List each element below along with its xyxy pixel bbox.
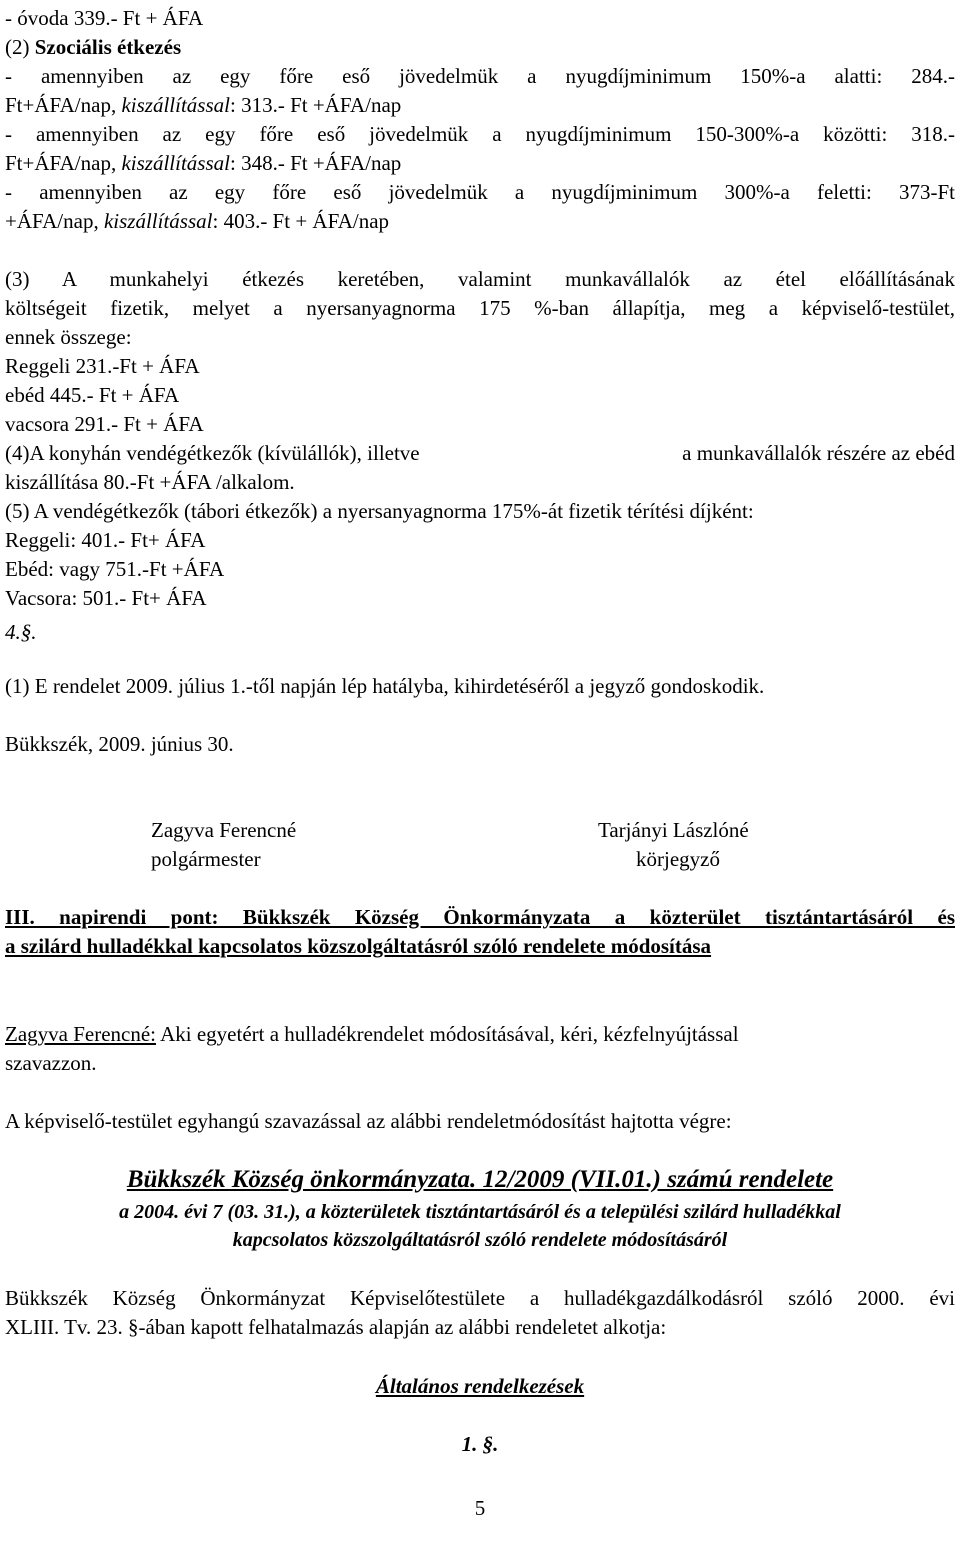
text-line: költségeit fizetik, melyet a nyersanyagnorma 175 %-ban állapítja, meg a képviselő-testület, (5, 296, 955, 320)
signatory-name-right: Tarjányi Lászlóné (598, 818, 749, 842)
text-line (5, 1020, 739, 1049)
text-line: Reggeli 231.-Ft + ÁFA (5, 354, 200, 378)
text-line: szavazzon. (5, 1051, 97, 1075)
text-line: - amennyiben az egy főre eső jövedelmük a nyugdíjminimum 300%-a feletti: 373-Ft (5, 180, 955, 204)
text-line: Reggeli: 401.- Ft+ ÁFA (5, 528, 206, 552)
italic-span: kiszállítással (103, 209, 213, 233)
text-line: Bükkszék Község Önkormányzat Képviselőtestülete a hulladékgazdálkodásról szóló 2000. évi (5, 1286, 955, 1310)
text-line: (3) A munkahelyi étkezés keretében, valamint munkavállalók az étel előállításának (5, 267, 955, 291)
section-heading: Általános rendelkezések (375, 1374, 585, 1398)
signatory-title-right: körjegyző (636, 847, 720, 871)
text-span: : 403.- Ft + ÁFA/nap (212, 209, 390, 233)
paragraph-number: 4.§. (5, 620, 37, 644)
text-line (5, 207, 389, 236)
text-span: (4)A konyhán vendégétkezők (kívülállók), illetve (5, 441, 420, 465)
decree-title: Bükkszék Község önkormányzata. 12/2009 (VII.01.) számú rendelete (126, 1166, 834, 1193)
page-number: 5 (474, 1496, 486, 1520)
text-span: Aki egyetért a hulladékrendelet módosításával, kéri, kézfelnyújtással (156, 1022, 739, 1046)
text-line: ebéd 445.- Ft + ÁFA (5, 383, 180, 407)
subsection-title: Szociális étkezés (34, 35, 182, 59)
text-span: : 313.- Ft +ÁFA/nap (230, 93, 402, 117)
text-line: A képviselő-testület egyhangú szavazással az alábbi rendeletmódosítást hajtotta végre: (5, 1109, 732, 1133)
text-line: vacsora 291.- Ft + ÁFA (5, 412, 204, 436)
place-date: Bükkszék, 2009. június 30. (5, 732, 234, 756)
text-span: : 348.- Ft +ÁFA/nap (230, 151, 402, 175)
decree-subtitle: a 2004. évi 7 (03. 31.), a közterületek tisztántartásáról és a települési szilárd hulladékkal (119, 1201, 841, 1223)
text-span: Ft+ÁFA/nap, (5, 151, 122, 175)
signatory-name-left: Zagyva Ferencné (151, 818, 297, 842)
text-line: ennek összege: (5, 325, 132, 349)
text-line (5, 439, 955, 468)
text-line: - amennyiben az egy főre eső jövedelmük a nyugdíjminimum 150%-a alatti: 284.- (5, 64, 955, 88)
text-line: (1) E rendelet 2009. július 1.-től napján lép hatályba, kihirdetéséről a jegyző gondoskodik. (5, 674, 765, 698)
speaker-name: Zagyva Ferencné: (5, 1022, 157, 1046)
signatory-title-left: polgármester (151, 847, 261, 871)
text-line: Ebéd: vagy 751.-Ft +ÁFA (5, 557, 225, 581)
text-line: XLIII. Tv. 23. §-ában kapott felhatalmazás alapján az alábbi rendeletet alkotja: (5, 1315, 667, 1339)
text-line (5, 91, 401, 120)
italic-span: kiszállítással (121, 151, 230, 175)
text-line (5, 149, 401, 178)
agenda-heading: III. napirendi pont: Bükkszék Község Önkormányzata a közterület tisztántartásáról és (5, 905, 955, 929)
text-line: kiszállítása 80.-Ft +ÁFA /alkalom. (5, 470, 295, 494)
text-span: Ft+ÁFA/nap, (5, 93, 122, 117)
subsection-heading (5, 33, 181, 62)
text-span: +ÁFA/nap, (5, 209, 104, 233)
text-line: - amennyiben az egy főre eső jövedelmük a nyugdíjminimum 150-300%-a közötti: 318.- (5, 122, 955, 146)
text-span: a munkavállalók részére az ebéd (682, 441, 955, 465)
text-line: (5) A vendégétkezők (tábori étkezők) a nyersanyagnorma 175%-át fizetik térítési díjként: (5, 499, 754, 523)
italic-span: kiszállítással (121, 93, 230, 117)
agenda-heading-cont: a szilárd hulladékkal kapcsolatos közszolgáltatásról szóló rendelete módosítása (5, 934, 712, 958)
subsection-number: (2) (5, 35, 35, 59)
text-line: Vacsora: 501.- Ft+ ÁFA (5, 586, 207, 610)
paragraph-number: 1. §. (461, 1432, 499, 1456)
decree-subtitle-cont: kapcsolatos közszolgáltatásról szóló rendelete módosításáról (232, 1229, 728, 1251)
text-line: - óvoda 339.- Ft + ÁFA (5, 6, 204, 30)
